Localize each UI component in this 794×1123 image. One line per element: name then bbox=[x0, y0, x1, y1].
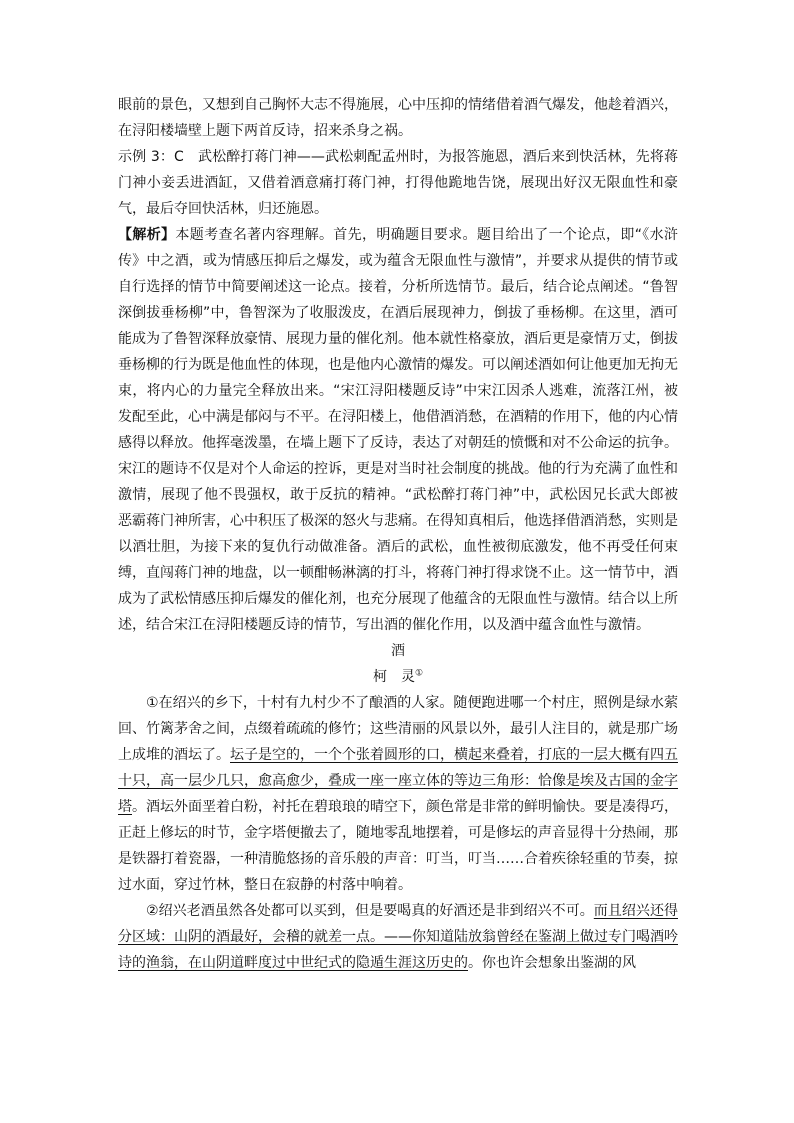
p2-rest: 。你也许会想象出鉴湖的风 bbox=[468, 955, 636, 971]
article-paragraph-1 bbox=[118, 690, 678, 898]
document-page bbox=[118, 92, 678, 976]
p1-lead: ①在绍兴的乡下，十村有九村少不了酿酒的人家。随便跑进哪一个村庄，照例是绿水萦回、竹篱茅舍之间，点缀着疏疏的修竹；这些清丽的风景以外，最引人注目的，就是那广场上成堆的酒坛了。 bbox=[118, 695, 678, 763]
p2-underlined-sentence: 而且绍兴还得分区域：山阴的酒最好，会稽的就差一点。——你知道陆放翁曾经在鉴湖上做过专门喝酒吟诗的渔翁，在山阴道畔度过中世纪式的隐遁生涯这历史的 bbox=[118, 903, 678, 971]
footnote-marker: ① bbox=[414, 668, 424, 679]
analysis-paragraph bbox=[118, 222, 678, 638]
author-name: 柯 灵 bbox=[372, 669, 415, 685]
article-title: 酒 bbox=[391, 643, 405, 659]
answer-continuation: 眼前的景色，又想到自己胸怀大志不得施展，心中压抑的情绪借着酒气爆发，他趁着酒兴，在浔阳楼墙壁上题下两首反诗，招来杀身之祸。 bbox=[118, 97, 678, 139]
p1-underlined-sentence: 坛子是空的，一个个张着圆形的口，横起来叠着，打底的一层大概有四五十只，高一层少几只，愈高愈少，叠成一座一座立体的等边三角形：恰像是埃及古国的金字塔 bbox=[118, 747, 678, 815]
article-author bbox=[118, 664, 678, 690]
p2-lead: ②绍兴老酒虽然各处都可以买到，但是要喝真的好酒还是非到绍兴不可。 bbox=[146, 903, 594, 919]
analysis-label: 【解析】 bbox=[118, 227, 176, 243]
article-paragraph-2 bbox=[118, 898, 678, 976]
p1-rest: 。酒坛外面垩着白粉，衬托在碧琅琅的晴空下，颜色常是非常的鲜明愉快。要是凑得巧，正赶上修坛的时节，金字塔便撤去了，随地零乱地摆着，可是修坛的声音显得十分热闹，那是铁器打着瓷器，一种清脆悠扬的音乐般的声音：叮当，叮当……合着疾徐轻重的节奏，掠过水面，穿过竹林，整日在寂静的村落中响着。 bbox=[118, 799, 678, 893]
example-3: 示例 3：C 武松醉打蒋门神——武松刺配孟州时，为报答施恩，酒后来到快活林，先将蒋门神小妾丢进酒缸，又借着酒意痛打蒋门神，打得他跪地告饶，展现出好汉无限血性和豪气，最后夺回快活林，归还施恩。 bbox=[118, 149, 678, 217]
analysis-text: 本题考查名著内容理解。首先，明确题目要求。题目给出了一个论点，即“《水浒传》中之酒，或为情感压抑后之爆发，或为蕴含无限血性与激情”，并要求从提供的情节或自行选择的情节中简要阐述这一论点。接着，分析所选情节。最后，结合论点阐述。“鲁智深倒拔垂杨柳”中，鲁智深为了收服泼皮，在酒后展现神力，倒拔了垂杨柳。在这里，酒可能成为了鲁智深释放豪情、展现力量的催化剂。他本就性格豪放，酒后更是豪情万丈，倒拔垂杨柳的行为既是他血性的体现，也是他内心激情的爆发。可以阐述酒如何让他更加无拘无束，将内心的力量完全释放出来。“宋江浔阳楼题反诗”中宋江因杀人逃难，流落江州，被发配至此，心中满是郁闷与不平。在浔阳楼上，他借酒消愁，在酒精的作用下，他的内心情感得以释放。他挥毫泼墨，在墙上题下了反诗，表达了对朝廷的愤慨和对不公命运的抗争。宋江的题诗不仅是对个人命运的控诉，更是对当时社会制度的挑战。他的行为充满了血性和激情，展现了他不畏强权，敢于反抗的精神。“武松醉打蒋门神”中，武松因兄长武大郎被恶霸蒋门神所害，心中积压了极深的怒火与悲痛。在得知真相后，他选择借酒消愁，实则是以酒壮胆，为接下来的复仇行动做准备。酒后的武松，血性被彻底激发，他不再受任何束缚，直闯蒋门神的地盘，以一顿酣畅淋漓的打斗，将蒋门神打得求饶不止。这一情节中，酒成为了武松情感压抑后爆发的催化剂，也充分展现了他蕴含的无限血性与激情。结合以上所述，结合宋江在浔阳楼题反诗的情节，写出酒的催化作用，以及酒中蕴含血性与激情。 bbox=[118, 227, 678, 633]
